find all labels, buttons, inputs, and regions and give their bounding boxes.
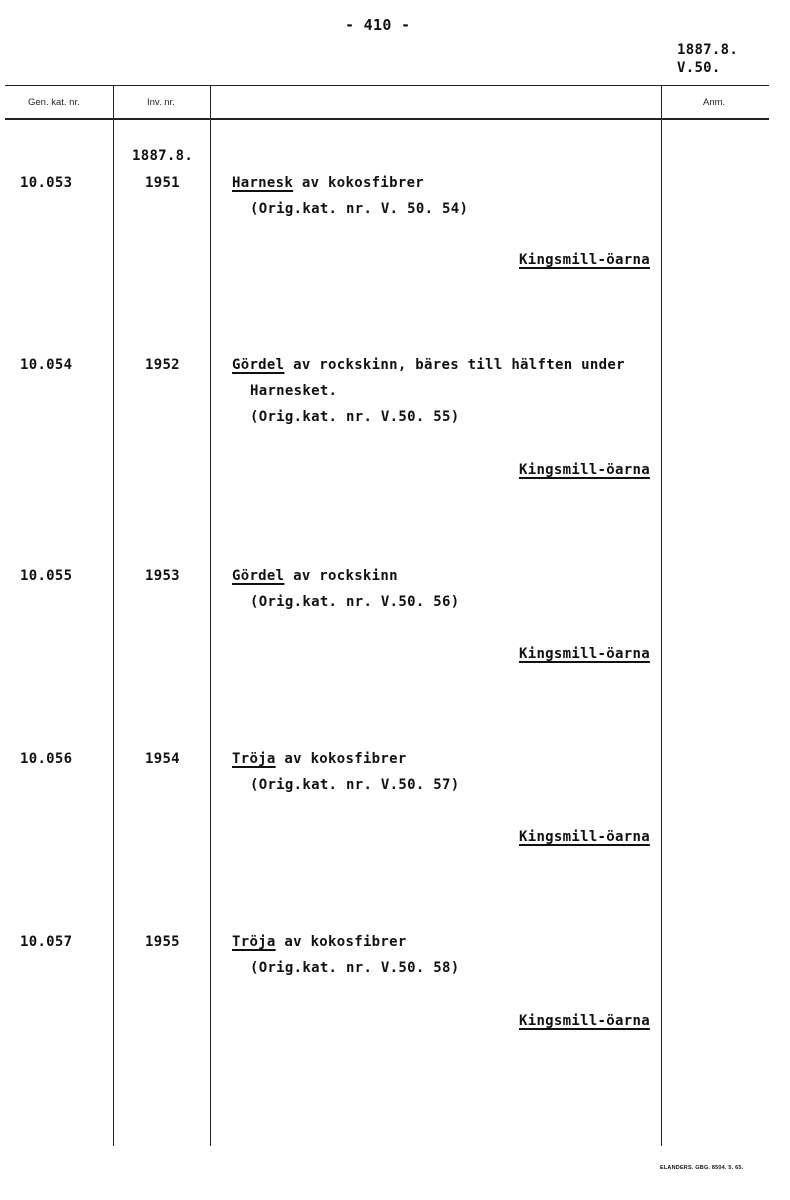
header-bottom-rule	[5, 118, 769, 120]
original-catalog-ref: (Orig.kat. nr. V.50. 57)	[250, 777, 460, 793]
inv-nr: 1952	[145, 357, 180, 373]
header-top-rule	[5, 85, 769, 86]
catalog-ref: V.50.	[677, 60, 721, 76]
object-description-continued: Harnesket.	[250, 383, 338, 399]
provenance-place: Kingsmill-öarna	[519, 252, 650, 268]
provenance-place: Kingsmill-öarna	[519, 462, 650, 478]
object-name: Gördel	[232, 568, 285, 584]
column-header-inv-nr: Inv. nr.	[147, 97, 175, 108]
original-catalog-ref: (Orig.kat. nr. V.50. 58)	[250, 960, 460, 976]
provenance-place: Kingsmill-öarna	[519, 646, 650, 662]
original-catalog-ref: (Orig.kat. nr. V.50. 56)	[250, 594, 460, 610]
object-name: Tröja	[232, 751, 276, 767]
gen-kat-nr: 10.056	[20, 751, 73, 767]
gen-kat-nr: 10.055	[20, 568, 73, 584]
object-description	[232, 357, 625, 373]
original-catalog-ref: (Orig.kat. nr. V. 50. 54)	[250, 201, 469, 217]
object-description	[232, 568, 398, 584]
object-material: av kokosfibrer	[293, 175, 425, 191]
column-divider-desc-anm	[661, 86, 662, 1146]
inv-nr: 1951	[145, 175, 180, 191]
column-divider-gen-inv	[113, 86, 114, 1146]
gen-kat-nr: 10.057	[20, 934, 73, 950]
original-catalog-ref: (Orig.kat. nr. V.50. 55)	[250, 409, 460, 425]
gen-kat-nr: 10.054	[20, 357, 73, 373]
object-material: av rockskinn	[284, 568, 398, 584]
object-name: Harnesk	[232, 175, 294, 191]
object-material: av kokosfibrer	[275, 934, 407, 950]
object-description	[232, 751, 407, 767]
page-number: - 410 -	[345, 16, 411, 34]
column-header-gen-kat-nr: Gen. kat. nr.	[28, 97, 80, 108]
gen-kat-nr: 10.053	[20, 175, 73, 191]
object-description	[232, 175, 424, 191]
object-name: Gördel	[232, 357, 285, 373]
inv-nr: 1954	[145, 751, 180, 767]
column-divider-inv-desc	[210, 86, 211, 1146]
printer-imprint: ELANDERS. GBG. 8504. 5. 65.	[660, 1165, 744, 1171]
provenance-place: Kingsmill-öarna	[519, 829, 650, 845]
catalog-date: 1887.8.	[677, 42, 739, 58]
inv-year-label: 1887.8.	[132, 148, 194, 164]
object-description	[232, 934, 407, 950]
inv-nr: 1953	[145, 568, 180, 584]
provenance-place: Kingsmill-öarna	[519, 1013, 650, 1029]
object-material: av rockskinn, bäres till hälften under	[284, 357, 625, 373]
object-material: av kokosfibrer	[275, 751, 407, 767]
inv-nr: 1955	[145, 934, 180, 950]
column-header-anm: Anm.	[703, 97, 726, 108]
object-name: Tröja	[232, 934, 276, 950]
